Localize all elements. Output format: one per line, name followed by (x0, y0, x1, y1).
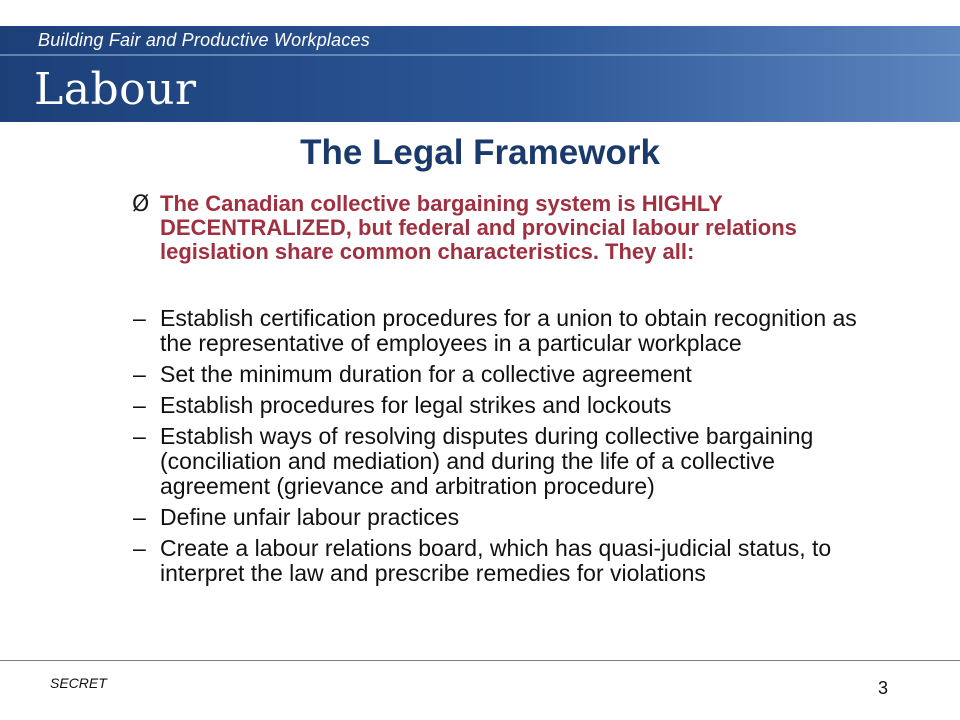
header-banner (0, 26, 960, 122)
page-number: 3 (878, 678, 889, 698)
characteristics-list (133, 306, 893, 592)
dash-bullet: – (133, 423, 146, 449)
list-item-text: Create a labour relations board, which has quasi-judicial status, to interpret the law and prescribe remedies for violations (160, 535, 832, 586)
list-item (133, 536, 893, 586)
list-item-text: Define unfair labour practices (160, 504, 460, 530)
list-item-text: Establish ways of resolving disputes during collective bargaining (conciliation and mediation) and during the life of a collective agreement (grievance and arbitration procedure) (160, 423, 814, 499)
list-item-text: Establish procedures for legal strikes and lockouts (160, 392, 672, 418)
lead-bullet (132, 192, 892, 264)
dash-bullet: – (133, 535, 146, 561)
dash-bullet: – (133, 504, 146, 530)
lead-text: The Canadian collective bargaining system is HIGHLY DECENTRALIZED, but federal and provincial labour relations legislation share common characteristics. They all: (160, 191, 797, 264)
tagline: Building Fair and Productive Workplaces (38, 30, 370, 50)
list-item (133, 362, 893, 387)
dash-bullet: – (133, 392, 146, 418)
list-item (133, 424, 893, 499)
list-item (133, 393, 893, 418)
brand-logo-text: Labour (34, 64, 197, 115)
classification-label: SECRET (50, 675, 107, 691)
list-item (133, 306, 893, 356)
list-item (133, 505, 893, 530)
list-item-text: Set the minimum duration for a collective agreement (160, 361, 692, 387)
dash-bullet: – (133, 361, 146, 387)
arrow-bullet-icon: Ø (132, 192, 150, 217)
list-item-text: Establish certification procedures for a union to obtain recognition as the representative of employees in a particular workplace (160, 305, 857, 356)
dash-bullet: – (133, 305, 146, 331)
banner-divider (0, 54, 960, 56)
footer-divider (0, 660, 960, 661)
slide-title: The Legal Framework (300, 133, 660, 172)
